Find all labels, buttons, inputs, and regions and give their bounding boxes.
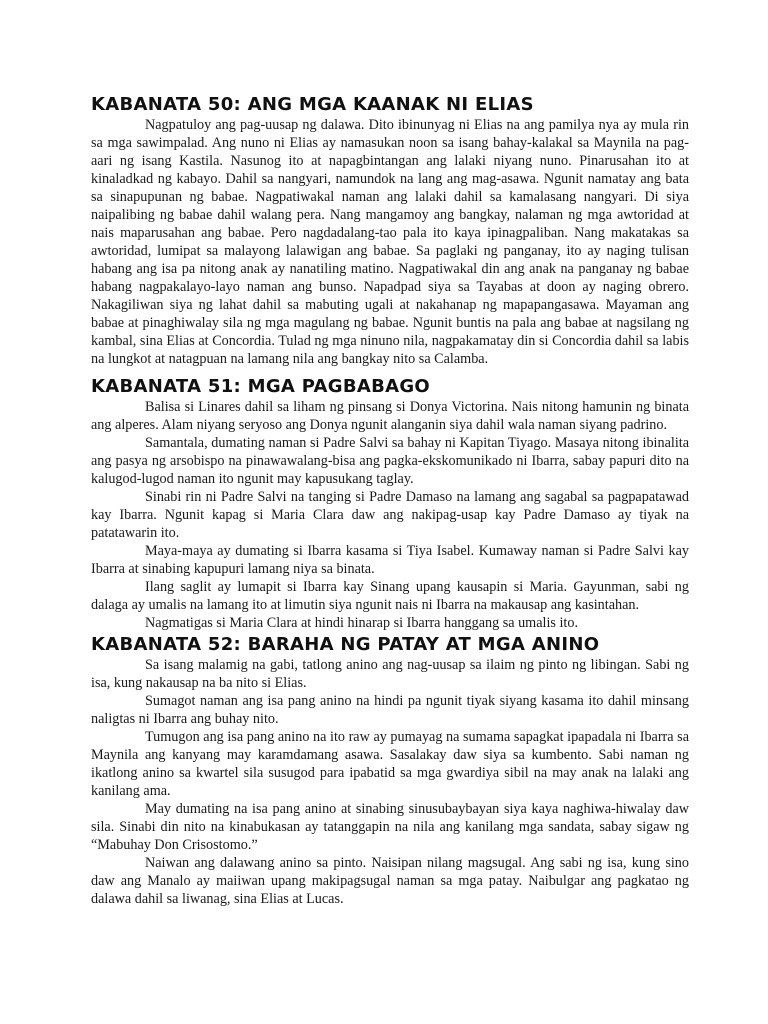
paragraph: Samantala, dumating naman si Padre Salvi sa bahay ni Kapitan Tiyago. Masaya nitong ibinalita ang pasya ng arsobispo na pinawawalang-bisa ang pagka-ekskomunikado ni Ibarra, sabay papuri dito na kalugod-lugod naman ito ngunit may kapusukang taglay. xyxy=(91,435,689,487)
paragraph: Tumugon ang isa pang anino na ito raw ay pumayag na sumama sapagkat ipapadala ni Ibarra sa Maynila ang kanyang may karamdamang asawa. Sasalakay daw siya sa kumbento. Sabi naman ng ikatlong anino sa kwartel sila susugod para ipabatid sa mga gwardiya sibil na may anak na lalaki ang kanilang ama. xyxy=(91,729,689,799)
paragraph: Nagmatigas si Maria Clara at hindi hinarap si Ibarra hanggang sa umalis ito. xyxy=(145,615,578,631)
paragraph: Sa isang malamig na gabi, tatlong anino ang nag-uusap sa ilaim ng pinto ng libingan. Sabi ng isa, kung nakausap na ba nito si Elias. xyxy=(91,657,689,691)
paragraph: Sinabi rin ni Padre Salvi na tanging si Padre Damaso na lamang ang sagabal sa pagpapatawad kay Ibarra. Ngunit kapag si Maria Clara daw ang nakipag-usap kay Padre Damaso ay tiyak na patatawarin ito. xyxy=(91,489,689,541)
chapter-body-52 xyxy=(91,656,689,908)
paragraph: Balisa si Linares dahil sa liham ng pinsang si Donya Victorina. Nais nitong hamunin ng binata ang alperes. Alam niyang seryoso ang Donya ngunit alanganin siya dahil wala naman siyang padrino. xyxy=(91,399,689,433)
paragraph: Sumagot naman ang isa pang anino na hindi pa ngunit tiyak siyang kasama ito dahil minsang naligtas ni Ibarra ang buhay nito. xyxy=(91,693,689,727)
paragraph: May dumating na isa pang anino at sinabing sinusubaybayan siya kaya naghiwa-hiwalay daw sila. Sinabi din nito na kinabukasan ay tatanggapin na nila ang kanilang mga sandata, sabay sigaw ng “Mabuhay Don Crisostomo.” xyxy=(91,801,689,853)
paragraph: Nagpatuloy ang pag-uusap ng dalawa. Dito ibinunyag ni Elias na ang pamilya nya ay mula rin sa mga sawimpalad. Ang nuno ni Elias ay namasukan noon sa isang bahay-kalakal sa Maynila na pag-aari ng isang Kastila. Nasunog ito at napagbintangan ang lalaki niyang nuno. Pinarusahan ito at kinaladkad ng kabayo. Dahil sa nangyari, namundok na lang ang mag-asawa. Ngunit namatay ang bata sa sinapupunan ng babae. Nagpatiwakal naman ang lalaki dahil sa kamalasang nangyari. Di siya naipalibing ng babae dahil walang pera. Nang mangamoy ang bangkay, nalaman ng mga awtoridad at nais maparusahan ang babae. Pero nagdadalang-tao pala ito kaya ipinagpaliban. Nang makatakas sa awtoridad, lumipat sa malayong lalawigan ang babae. Sa paglaki ng panganay, ito ay naging tulisan habang ang isa pa nitong anak ay nanatiling matino. Nagpatiwakal din ang anak na panganay ng babae habang nagpakalayo-layo naman ang bunso. Napadpad siya sa Tayabas at doon ay naging obrero. Nakagiliwan siya ng lahat dahil sa mabuting ugali at nakahanap ng mapapangasawa. Mayaman ang babae at pinaghiwalay sila ng mga magulang ng babae. Ngunit buntis na pala ang babae at nagsilang ng kambal, sina Elias at Concordia. Tulad ng mga ninuno nila, nagpakamatay din si Concordia dahil sa labis na lungkot at natagpuan na lamang nila ang bangkay nito sa Calamba. xyxy=(91,117,689,367)
chapter-title-51: KABANATA 51: MGA PAGBABAGO xyxy=(91,376,431,397)
chapter-title-50: KABANATA 50: ANG MGA KAANAK NI ELIAS xyxy=(91,94,534,115)
paragraph: Naiwan ang dalawang anino sa pinto. Naisipan nilang magsugal. Ang sabi ng isa, kung sino daw ang Manalo ay maiiwan upang makipagsugal naman sa mga patay. Naibulgar ang pagkatao ng dalawa dahil sa liwanag, sina Elias at Lucas. xyxy=(91,855,689,907)
document-content xyxy=(91,94,689,908)
chapter-body-51 xyxy=(91,398,689,632)
paragraph: Maya-maya ay dumating si Ibarra kasama si Tiya Isabel. Kumaway naman si Padre Salvi kay Ibarra at sinabing kapupuri lamang niya sa binata. xyxy=(91,543,689,577)
chapter-body-50 xyxy=(91,116,689,368)
paragraph: Ilang saglit ay lumapit si Ibarra kay Sinang upang kausapin si Maria. Gayunman, sabi ng dalaga ay umalis na lamang ito at limutin siya ngunit nais ni Ibarra na makausap ang kasintahan. xyxy=(91,579,689,613)
chapter-title-52: KABANATA 52: BARAHA NG PATAY AT MGA ANINO xyxy=(91,634,600,655)
